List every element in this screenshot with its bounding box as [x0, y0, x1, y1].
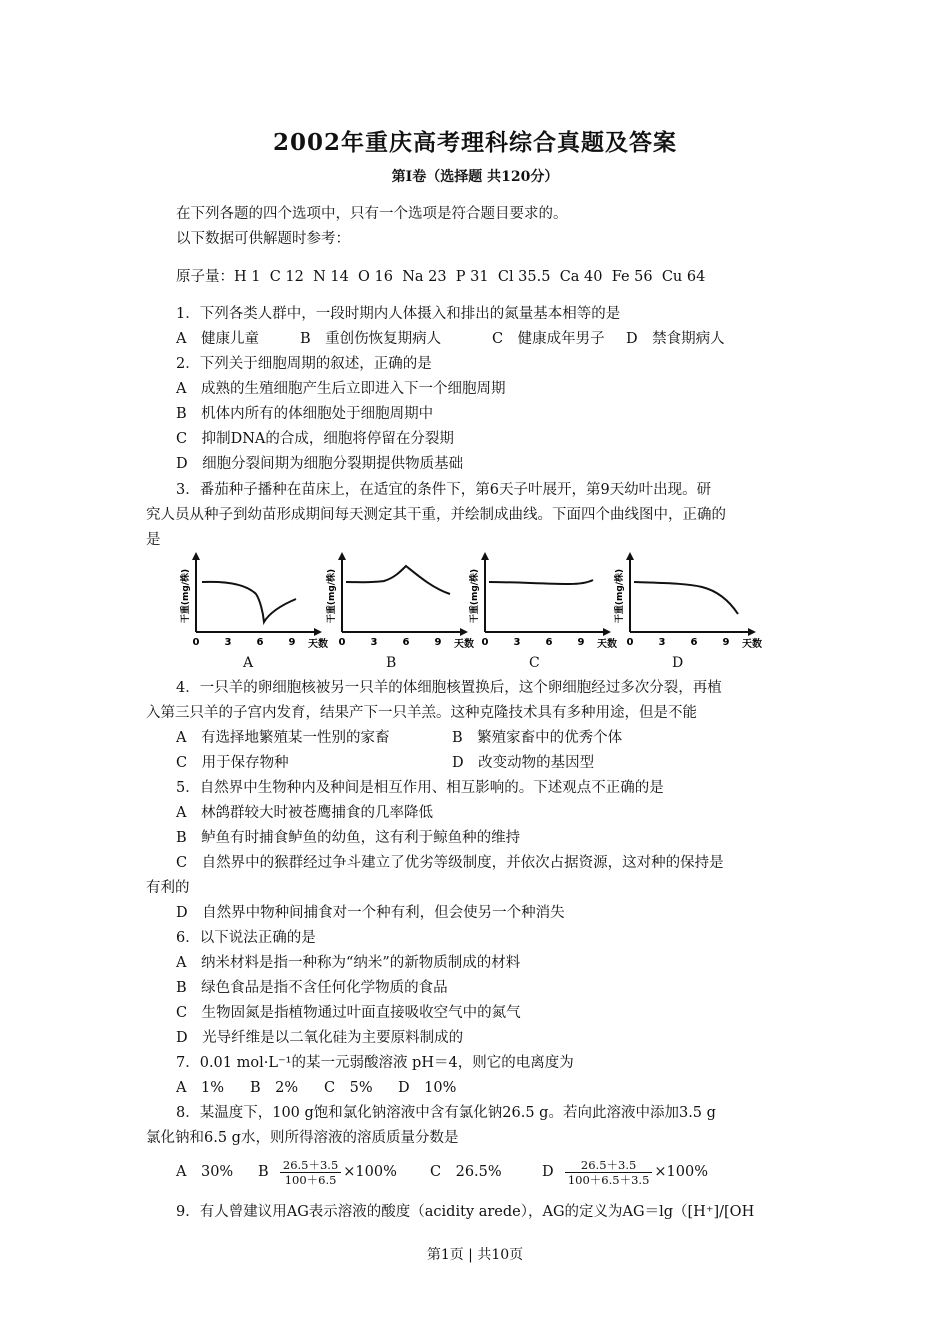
- q1-option-a: A 健康儿童: [176, 331, 259, 347]
- dry-weight-curve: [202, 582, 296, 622]
- q7-options: [176, 1076, 456, 1101]
- q4-line2: 入第三只羊的子宫内发育，结果产下一只羊羔。这种克隆技术具有多种用途，但是不能: [146, 705, 697, 721]
- q8-d-numerator: 26.5＋3.5: [565, 1158, 653, 1173]
- q8-option-c: C 26.5%: [430, 1164, 502, 1180]
- page-footer: 第1页 | 共10页: [426, 1247, 524, 1263]
- q7-stem: 7．0.01 mol·L⁻¹的某一元弱酸溶液 pH＝4，则它的电离度为: [176, 1055, 574, 1071]
- x-axis-arrow: [314, 628, 322, 636]
- data-note: 以下数据可供解题时参考：: [176, 231, 350, 247]
- q8-b-denominator: 100＋6.5: [284, 1172, 337, 1187]
- x-tick-label: 6: [545, 637, 553, 648]
- x-tick-label: 0: [338, 637, 346, 648]
- q1-option-d: D 禁食期病人: [626, 331, 725, 347]
- q7-option-b: B 2%: [250, 1080, 299, 1096]
- page-title: 2002年重庆高考理科综合真题及答案: [272, 129, 677, 156]
- q6-option-b: B 绿色食品是指不含任何化学物质的食品: [176, 980, 448, 996]
- graph-b: [325, 552, 474, 650]
- y-axis-label: 干重(mg/株): [181, 568, 191, 624]
- x-tick-label: 0: [192, 637, 200, 648]
- q2-option-c: C 抑制DNA的合成，细胞将停留在分裂期: [176, 431, 454, 447]
- x-tick-label: 3: [370, 637, 378, 648]
- q7-option-c: C 5%: [324, 1080, 373, 1096]
- q1-option-b: B 重创伤恢复期病人: [300, 331, 442, 347]
- q3-line2: 究人员从种子到幼苗形成期间每天测定其干重，并绘制成曲线。下面四个曲线图中，正确的: [146, 507, 726, 523]
- x-tick-label: 3: [513, 637, 521, 648]
- q2-option-b: B 机体内所有的体细胞处于细胞周期中: [176, 406, 434, 422]
- y-axis-arrow: [338, 552, 346, 560]
- q3-line3: 是: [146, 532, 161, 548]
- q8-option-d-fraction: [565, 1158, 653, 1187]
- q8-option-b: [258, 1155, 430, 1189]
- x-tick-label: 6: [690, 637, 698, 648]
- atomic-mass: 原子量：H 1 C 12 N 14 O 16 Na 23 P 31 Cl 35.5 Ca 40 Fe 56 Cu 64: [176, 269, 706, 285]
- q5-option-c-line2: 有利的: [146, 880, 190, 896]
- q8-options: [176, 1155, 708, 1189]
- q8-option-d: [542, 1155, 708, 1189]
- q7-option-a: A 1%: [176, 1080, 224, 1096]
- graph-a-caption: A: [243, 655, 254, 671]
- x-tick-label: 3: [658, 637, 666, 648]
- x-tick-label: 9: [722, 637, 730, 648]
- q8-d-denominator: 100＋6.5＋3.5: [567, 1172, 650, 1187]
- q8-option-b-label: B: [258, 1164, 269, 1180]
- q8-option-d-label: D: [542, 1164, 554, 1180]
- q9-line1: 9．有人曾建议用AG表示溶液的酸度（acidity arede），AG的定义为AG＝lg（[H⁺]/[OH: [176, 1204, 755, 1220]
- x-tick-label: 0: [626, 637, 634, 648]
- q8-d-suffix: ×100%: [654, 1164, 708, 1180]
- q7-option-d: D 10%: [398, 1080, 457, 1096]
- q5-option-d: D 自然界中物种间捕食对一个种有利，但会使另一个种消失: [176, 905, 565, 921]
- q5-stem: 5．自然界中生物种内及种间是相互作用、相互影响的。下述观点不正确的是: [176, 780, 664, 796]
- q5-option-a: A 林鸽群较大时被苍鹰捕食的几率降低: [176, 805, 433, 821]
- x-tick-label: 0: [481, 637, 489, 648]
- y-axis-arrow: [626, 552, 634, 560]
- dry-weight-curve: [634, 582, 738, 614]
- q8-line2: 氯化钠和6.5 g水，则所得溶液的溶质质量分数是: [146, 1130, 459, 1146]
- q5-option-c-line1: C 自然界中的猴群经过争斗建立了优劣等级制度，并依次占据资源，这对种的保持是: [176, 855, 724, 871]
- q4-option-d: D 改变动物的基因型: [452, 755, 595, 771]
- q6-option-a: A 纳米材料是指一种称为“纳米”的新物质制成的材料: [176, 955, 521, 971]
- q2-option-d: D 细胞分裂间期为细胞分裂期提供物质基础: [176, 456, 464, 472]
- graph-a: [179, 552, 328, 650]
- graph-d-caption: D: [672, 655, 684, 671]
- dry-weight-curve: [346, 566, 450, 594]
- x-tick-label: 9: [577, 637, 585, 648]
- x-tick-label: 9: [288, 637, 296, 648]
- q8-b-numerator: 26.5＋3.5: [280, 1158, 341, 1173]
- q4-option-a: A 有选择地繁殖某一性别的家畜: [176, 730, 390, 746]
- q2-stem: 2．下列关于细胞周期的叙述，正确的是: [176, 356, 432, 372]
- q6-option-c: C 生物固氮是指植物通过叶面直接吸收空气中的氮气: [176, 1005, 521, 1021]
- y-axis-label: 干重(mg/株): [327, 568, 337, 624]
- y-axis-label: 干重(mg/株): [470, 568, 480, 624]
- q1-option-c: C 健康成年男子: [492, 331, 605, 347]
- x-tick-label: 6: [256, 637, 264, 648]
- q3-line1: 3．番茄种子播种在苗床上，在适宜的条件下，第6天子叶展开，第9天幼叶出现。研: [176, 482, 712, 498]
- y-axis-arrow: [481, 552, 489, 560]
- q8-option-b-fraction: [280, 1158, 341, 1187]
- dry-weight-curve: [489, 580, 593, 584]
- x-tick-label: 6: [402, 637, 410, 648]
- x-axis-unit: 天数: [308, 639, 328, 650]
- q2-option-a: A 成熟的生殖细胞产生后立即进入下一个细胞周期: [176, 381, 506, 397]
- y-axis-label: 干重(mg/株): [615, 568, 625, 624]
- x-axis-arrow: [603, 628, 611, 636]
- q4-options-cd: [176, 751, 594, 776]
- q8-option-a: A 30%: [176, 1164, 234, 1180]
- x-tick-label: 9: [434, 637, 442, 648]
- x-axis-unit: 天数: [454, 639, 474, 650]
- graph-c-caption: C: [529, 655, 540, 671]
- graph-d: [613, 552, 762, 650]
- q4-line1: 4．一只羊的卵细胞核被另一只羊的体细胞核置换后，这个卵细胞经过多次分裂，再植: [176, 680, 722, 696]
- graph-c: [468, 552, 617, 650]
- q8-b-suffix: ×100%: [343, 1164, 397, 1180]
- q4-options-ab: [176, 726, 622, 751]
- y-axis-arrow: [192, 552, 200, 560]
- graph-b-caption: B: [386, 655, 397, 671]
- x-axis-arrow: [460, 628, 468, 636]
- q4-option-c: C 用于保存物种: [176, 755, 289, 771]
- x-axis-unit: 天数: [597, 639, 617, 650]
- x-axis-arrow: [748, 628, 756, 636]
- q4-option-b: B 繁殖家畜中的优秀个体: [452, 730, 623, 746]
- section-subtitle: 第Ⅰ卷（选择题 共120分）: [391, 169, 559, 185]
- x-axis-unit: 天数: [742, 639, 762, 650]
- q8-line1: 8．某温度下，100 g饱和氯化钠溶液中含有氯化钠26.5 g。若向此溶液中添加3.5 g: [176, 1105, 716, 1121]
- q1-stem: 1．下列各类人群中，一段时期内人体摄入和排出的氮量基本相等的是: [176, 306, 621, 322]
- q6-stem: 6．以下说法正确的是: [176, 930, 316, 946]
- q6-option-d: D 光导纤维是以二氧化硅为主要原料制成的: [176, 1030, 464, 1046]
- instruction: 在下列各题的四个选项中，只有一个选项是符合题目要求的。: [176, 206, 568, 222]
- q5-option-b: B 鲈鱼有时捕食鲈鱼的幼鱼，这有利于鲸鱼种的维持: [176, 830, 521, 846]
- x-tick-label: 3: [224, 637, 232, 648]
